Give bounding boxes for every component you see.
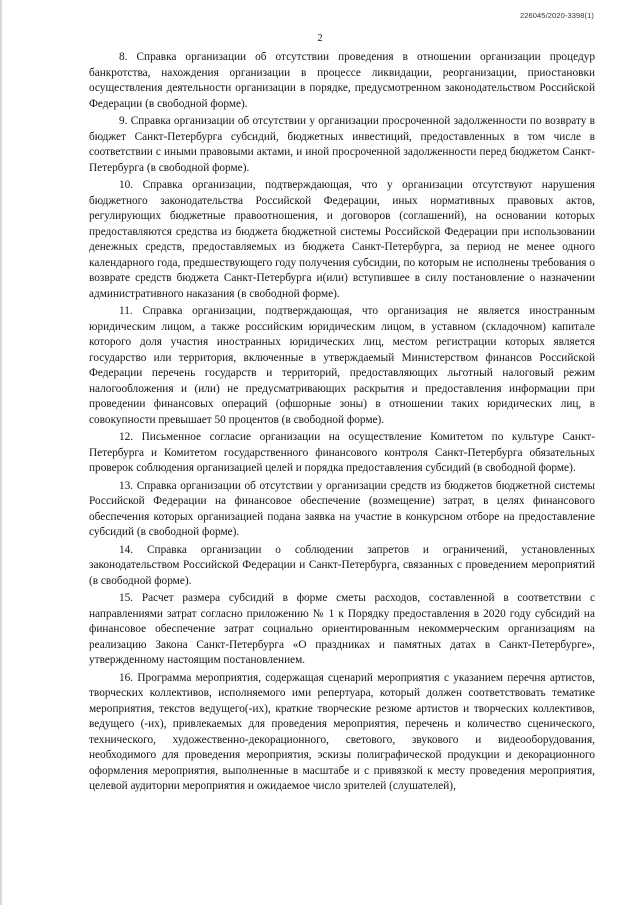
paragraph-item-12: 12. Письменное согласие организации на осуществление Комитетом по культуре Санкт-Петербурга и Комитетом государственного финансового контроля Санкт-Петербурга обязательных проверок соблюдения организацией целей и порядка предоставления субсидий (в свободной форме). [89,431,595,474]
document-number: 226045/2020-3398(1) [519,11,594,20]
paragraph-item-13: 13. Справка организации об отсутствии у организации средств из бюджетов бюджетной системы Российской Федерации на финансовое обеспечение (возмещение) затрат, в целях финансового обеспечения которых организацией подана заявка на участие в конкурсном отборе на предоставление субсидий (в свободной форме). [89,479,595,538]
document-body [89,50,595,797]
paragraph-item-16: 16. Программа мероприятия, содержащая сценарий мероприятия с указанием перечня артистов, творческих коллективов, исполняемого ими репертуара, который должен соответствовать тематике мероприятия, текстов ведущего(-их), краткие творческие резюме артистов и творческих коллективов, ведущего (-их), привлекаемых для проведения мероприятия, перечень и количество сценического, технического, художественно-декорационного, светового, звукового и видеооборудования, необходимого для проведения мероприятия, эскизы полиграфической продукции и декорационного оформления мероприятия, выполненные в масштабе и с привязкой к месту проведения мероприятия, целевой аудитории мероприятия и ожидаемое число зрителей (слушателей), [89,671,595,792]
page-number: 2 [317,33,323,44]
paragraph-item-14: 14. Справка организации о соблюдении запретов и ограничений, установленных законодательством Российской Федерации и Санкт-Петербурга, связанных с проведением мероприятий (в свободной форме). [89,543,595,587]
scan-edge-shadow [0,0,3,905]
paragraph-item-11: 11. Справка организации, подтверждающая, что организация не является иностранным юридическим лицом, а также российским юридическим лицом, в уставном (складочном) капитале которого доля участия иностранных юридических лиц, местом регистрации которых является государство или территория, включенные в утверждаемый Министерством финансов Российской Федерации перечень государств и территорий, предоставляющих льготный налоговый режим налогообложения и (или) не предусматривающих раскрытия и предоставления информации при проведении финансовых операций (офшорные зоны) в отношении таких юридических лиц, в совокупности превышает 50 процентов (в свободной форме). [89,305,595,426]
paragraph-item-10: 10. Справка организации, подтверждающая, что у организации отсутствуют нарушения бюджетного законодательства Российской Федерации, иных нормативных правовых актов, регулирующих бюджетные правоотношения, и договоров (соглашений), на основании которых предоставляются средства из бюджета бюджетной системы Российской Федерации при использовании денежных средств, предоставляемых из бюджета Санкт-Петербурга, за период не менее одного календарного года, предшествующего году получения субсидии, по которым не исполнены требования о возврате средств бюджета Санкт-Петербурга и(или) вступившее в силу постановление о назначении административного наказания (в свободной форме). [89,179,595,300]
paragraph-item-15: 15. Расчет размера субсидий в форме сметы расходов, составленной в соответствии с направлениями затрат согласно приложению № 1 к Порядку предоставления в 2020 году субсидий на финансовое обеспечение затрат социально ориентированным некоммерческим организациям на реализацию Закона Санкт-Петербурга «О праздниках и памятных датах в Санкт-Петербурге», утвержденному настоящим постановлением. [89,592,595,666]
paragraph-item-8: 8. Справка организации об отсутствии проведения в отношении организации процедур банкротства, нахождения организации в процессе ликвидации, реорганизации, приостановки осуществления деятельности организации в порядке, предусмотренном законодательством Российской Федерации (в свободной форме). [89,51,595,110]
paragraph-item-9: 9. Справка организации об отсутствии у организации просроченной задолженности по возврату в бюджет Санкт-Петербурга субсидий, бюджетных инвестиций, предоставленных в том числе в соответствии с иными правовыми актами, и иной просроченной задолженности перед бюджетом Санкт-Петербурга (в свободной форме). [89,115,595,174]
